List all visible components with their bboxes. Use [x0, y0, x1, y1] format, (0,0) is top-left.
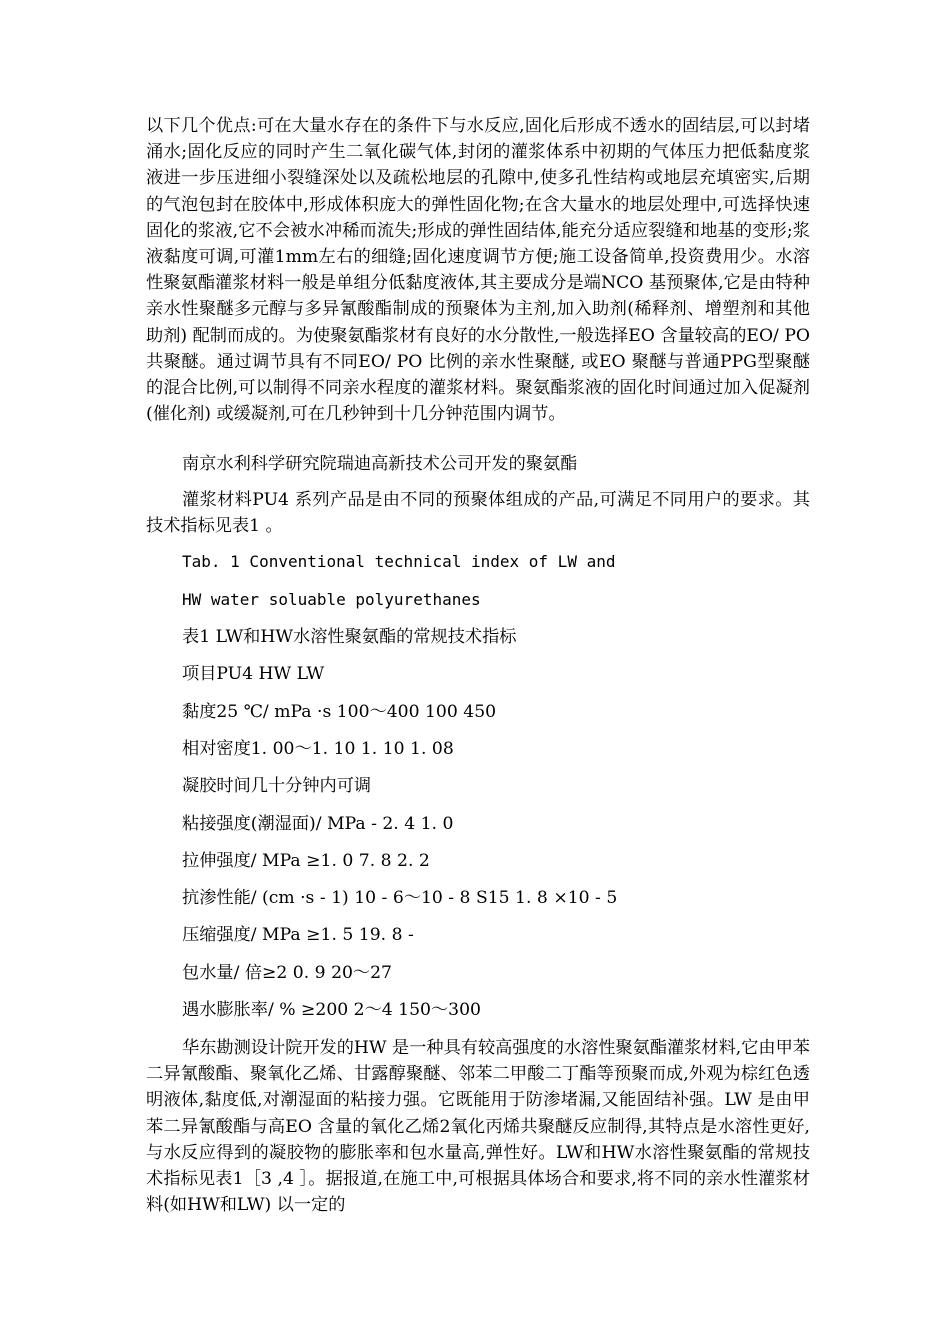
table-row-gel-time: 凝胶时间几十分钟内可调 [182, 776, 372, 796]
table-row-permeability: 抗渗性能/ (cm ·s - 1) 10 - 6～10 - 8 S15 1. 8 ×10 - 5 [182, 888, 618, 908]
table-row-tensile-strength: 拉伸强度/ MPa ≥1. 0 7. 8 2. 2 [182, 851, 430, 871]
body-paragraph-1: 以下几个优点:可在大量水存在的条件下与水反应,固化后形成不透水的固结层,可以封堵涌水;固化反应的同时产生二氧化碳气体,封闭的灌浆体系中初期的气体压力把低黏度浆液进一步压进细小裂缝深处以及疏松地层的孔隙中,使多孔性结构或地层充填密实,后期的气泡包封在胶体中,形成体积庞大的弹性固化物;在含大量水的地层处理中,可选择快速固化的浆液,它不会被水冲稀而流失;形成的弹性固结体,能充分适应裂缝和地基的变形;浆液黏度可调,可灌1mm左右的细缝;固化速度调节方便;施工设备简单,投资费用少。水溶性聚氨酯灌浆材料一般是单组分低黏度液体,其主要成分是端NCO 基预聚体,它是由特种亲水性聚醚多元醇与多异氰酸酯制成的预聚体为主剂,加入助剂(稀释剂、增塑剂和其他助剂) 配制而成的。为使聚氨酯浆材有良好的水分散性,一般选择EO 含量较高的EO/ PO 共聚醚。通过调节具有不同EO/ PO 比例的亲水性聚醚, 或EO 聚醚与普通PPG型聚醚的混合比例,可以制得不同亲水程度的灌浆材料。聚氨酯浆液的固化时间通过加入促凝剂(催化剂) 或缓凝剂,可在几秒钟到十几分钟范围内调节。 [146, 116, 810, 425]
body-paragraph-4: 华东勘测设计院开发的HW 是一种具有较高强度的水溶性聚氨酯灌浆材料,它由甲苯二异氰酸酯、聚氧化乙烯、甘露醇聚醚、邻苯二甲酸二丁酯等预聚而成,外观为棕红色透明液体,黏度低,对潮湿面的粘接力强。它既能用于防渗堵漏,又能固结补强。LW 是由甲苯二异氰酸酯与高EO 含量的氧化乙烯2氧化丙烯共聚醚反应制得,其特点是水溶性更好,与水反应得到的凝胶物的膨胀率和包水量高,弹性好。LW和HW水溶性聚氨酯的常规技术指标见表1［3 ,4 ］。据报道,在施工中,可根据具体场合和要求,将不同的亲水性灌浆材料(如HW和LW) 以一定的 [146, 1038, 810, 1216]
table-row-header: 项目PU4 HW LW [182, 664, 325, 684]
table-caption-cn: 表1 LW和HW水溶性聚氨酯的常规技术指标 [182, 627, 517, 647]
table-row-water-holding: 包水量/ 倍≥2 0. 9 20～27 [182, 963, 392, 983]
table-row-compressive-strength: 压缩强度/ MPa ≥1. 5 19. 8 - [182, 925, 414, 945]
table-row-bond-strength: 粘接强度(潮湿面)/ MPa - 2. 4 1. 0 [182, 814, 454, 834]
table-caption-en-line-1: Tab. 1 Conventional technical index of LW and [182, 552, 616, 571]
table-row-swelling-rate: 遇水膨胀率/ % ≥200 2～4 150～300 [182, 1000, 481, 1020]
table-row-density: 相对密度1. 00～1. 10 1. 10 1. 08 [182, 739, 454, 759]
body-paragraph-2: 南京水利科学研究院瑞迪高新技术公司开发的聚氨酯 [182, 454, 578, 474]
table-caption-en-line-2: HW water soluable polyurethanes [182, 590, 481, 609]
body-paragraph-3: 灌浆材料PU4 系列产品是由不同的预聚体组成的产品,可满足不同用户的要求。其技术指标见表1 。 [146, 490, 810, 537]
table-row-viscosity: 黏度25 ℃/ mPa ·s 100～400 100 450 [182, 702, 497, 722]
